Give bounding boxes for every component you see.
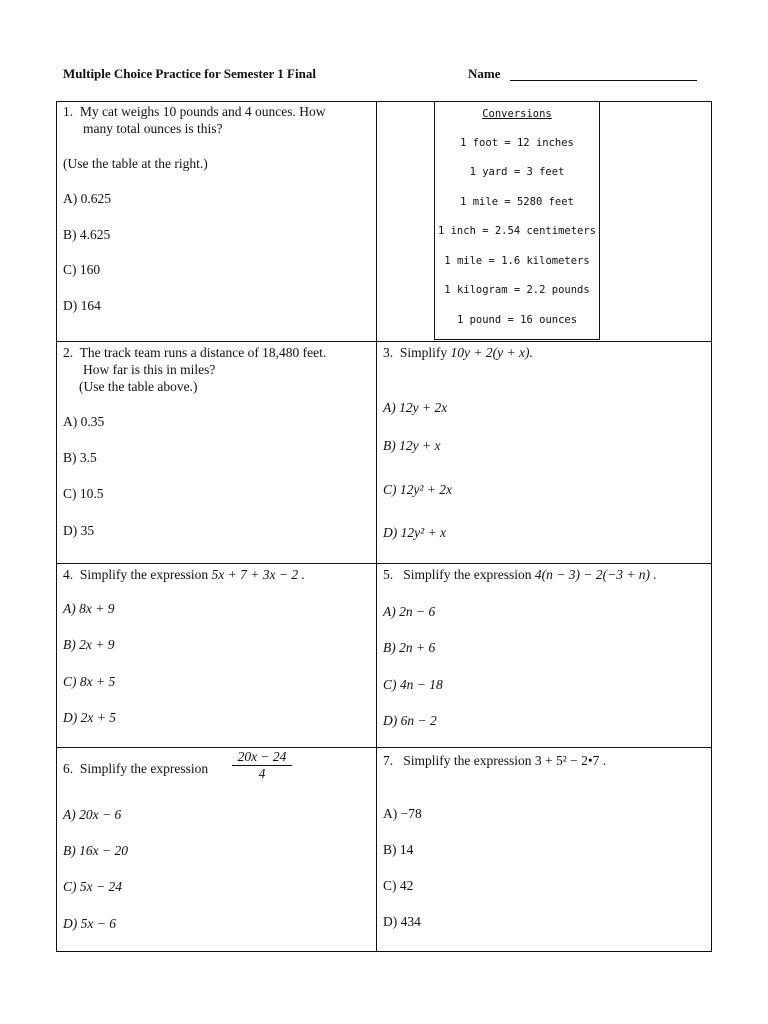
question-number: 5. [383,567,394,582]
question-number: 6. [63,761,74,776]
answer-option[interactable]: C) 10.5 [63,486,104,501]
answer-option[interactable]: B) 3.5 [63,450,97,465]
question-number: 3. [383,345,394,360]
question-1 [63,103,325,137]
answer-option[interactable]: D) 6n − 2 [383,713,437,728]
question-stem-line: (Use the table above.) [79,379,198,394]
page-title: Multiple Choice Practice for Semester 1 Final [63,66,316,81]
question-stem-line: How far is this in miles? [83,362,216,377]
answer-option[interactable]: B) 14 [383,842,414,857]
answer-option[interactable]: A) −78 [383,806,422,821]
row-divider-1 [56,341,712,342]
fraction-numerator: 20x − 24 [232,749,292,766]
question-5 [383,566,657,583]
answer-option[interactable]: B) 2x + 9 [63,637,115,652]
conversion-item: 1 pound = 16 ounces [456,314,578,326]
name-label: Name [468,66,501,81]
answer-option[interactable]: C) 5x − 24 [63,879,122,894]
question-stem-line: The track team runs a distance of 18,480 feet. [79,345,327,360]
row-divider-3 [56,747,712,748]
answer-option[interactable]: D) 434 [383,914,421,929]
answer-option[interactable]: A) 12y + 2x [383,400,448,415]
conversion-item: 1 inch = 2.54 centimeters [437,225,597,237]
question-number: 2. [63,345,74,360]
answer-option[interactable]: A) 8x + 9 [63,601,115,616]
conversions-table [434,101,600,340]
answer-option[interactable]: D) 164 [63,298,101,313]
conversion-item: 1 kilogram = 2.2 pounds [444,284,590,296]
answer-option[interactable]: C) 12y² + 2x [383,482,453,497]
answer-option[interactable]: A) 2n − 6 [383,604,436,619]
answer-option[interactable]: D) 35 [63,523,95,538]
row-divider-2 [56,563,712,564]
name-blank-line[interactable] [510,80,697,81]
fraction-denominator: 4 [258,766,266,781]
question-expression: 4(n − 3) − 2(−3 + n) . [534,567,657,582]
question-stem: Simplify the expression [79,761,209,776]
question-expression: 5x + 7 + 3x − 2 . [211,567,305,582]
question-stem-line: many total ounces is this? [83,121,223,136]
question-stem: Simplify the expression [79,567,209,582]
question-3 [383,344,533,361]
question-7 [383,752,606,769]
question-stem: Simplify the expression [403,753,532,768]
question-stem: Simplify [399,345,448,360]
conversion-item: 1 foot = 12 inches [460,137,574,149]
conversion-item: 1 mile = 5280 feet [460,196,574,208]
question-stem-line: My cat weighs 10 pounds and 4 ounces. How [79,104,326,119]
answer-option[interactable]: C) 8x + 5 [63,674,116,689]
question-2 [63,344,326,395]
answer-option[interactable]: C) 4n − 18 [383,677,443,692]
conversion-item: 1 mile = 1.6 kilometers [444,255,590,267]
conversions-title: Conversions [482,108,552,120]
answer-option[interactable]: B) 16x − 20 [63,843,128,858]
question-number: 7. [383,753,394,768]
question-6 [63,760,208,777]
answer-option[interactable]: C) 42 [383,878,414,893]
question-4 [63,566,305,583]
question-stem: Simplify the expression [403,567,532,582]
question-expression: 10y + 2(y + x). [450,345,533,360]
answer-option[interactable]: D) 2x + 5 [63,710,116,725]
answer-option[interactable]: B) 12y + x [383,438,441,453]
question-number: 1. [63,104,74,119]
answer-option[interactable]: D) 5x − 6 [63,916,116,931]
answer-option[interactable]: B) 4.625 [63,227,111,242]
column-divider [376,101,377,952]
answer-option[interactable]: C) 160 [63,262,101,277]
conversion-item: 1 yard = 3 feet [469,166,565,178]
question-number: 4. [63,567,74,582]
answer-option[interactable]: A) 0.625 [63,191,111,206]
answer-option[interactable]: D) 12y² + x [383,525,447,540]
answer-option[interactable]: A) 0.35 [63,414,105,429]
answer-option[interactable]: B) 2n + 6 [383,640,436,655]
question-fraction [232,749,292,782]
question-expression: 3 + 5² − 2•7 . [534,753,607,768]
question-note: (Use the table at the right.) [63,156,208,171]
answer-option[interactable]: A) 20x − 6 [63,807,122,822]
